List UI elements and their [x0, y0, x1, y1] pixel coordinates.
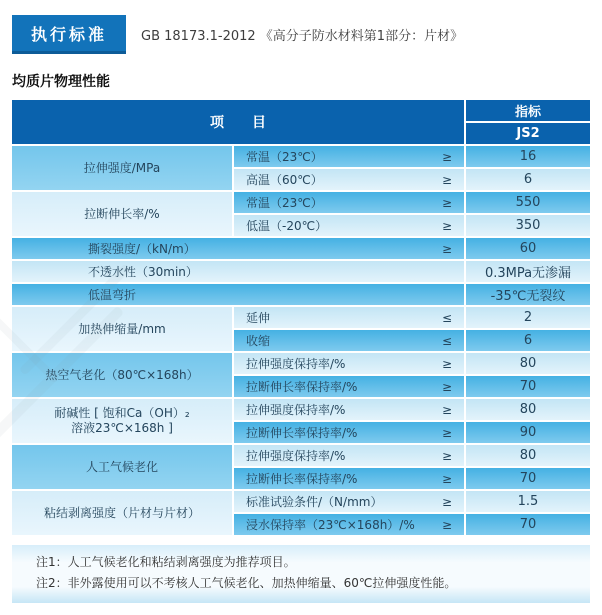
- item-label: 不透水性（30min）: [88, 265, 198, 279]
- header-item-cell: 项 目: [12, 100, 464, 144]
- header-index-cell: [466, 100, 590, 144]
- group-label: 拉伸强度/MPa: [83, 160, 161, 175]
- value-cell: 0.3MPa无渗漏: [466, 261, 590, 282]
- group-label: 耐碱性 [ 饱和Ca（OH）₂: [54, 406, 190, 420]
- group-label-line2: 溶液23℃×168h ]: [71, 421, 173, 435]
- comparator: ≥: [441, 241, 452, 256]
- sub-item-label: 标准试验条件/（N/mm）: [246, 495, 383, 509]
- sub-item-label: 收缩: [246, 334, 271, 348]
- comparator: ≤: [441, 333, 452, 348]
- comparator: ≥: [441, 195, 452, 210]
- value-cell: -35℃无裂纹: [466, 284, 590, 305]
- comparator: ≥: [441, 402, 452, 417]
- group-label: 粘结剥离强度（片材与片材）: [43, 505, 200, 520]
- comparator: ≥: [441, 471, 452, 486]
- group-cell: [12, 307, 232, 351]
- comparator: ≥: [441, 379, 452, 394]
- sub-item-cell: [234, 169, 464, 190]
- sub-item-cell: [234, 422, 464, 443]
- group-cell: [12, 491, 232, 535]
- standard-number: GB 18173.1-2012 《高分子防水材料第1部分：片材》: [141, 29, 464, 44]
- comparator: ≥: [441, 494, 452, 509]
- comparator: ≥: [441, 172, 452, 187]
- value-cell: 70: [466, 514, 590, 535]
- sub-item-label: 拉断伸长率保持率/%: [246, 426, 358, 440]
- comparator: ≥: [441, 425, 452, 440]
- sub-item-label: 延伸: [246, 311, 271, 325]
- sub-item-cell: [234, 491, 464, 512]
- sub-item-label: 常温（23℃）: [246, 150, 323, 164]
- comparator: ≥: [441, 218, 452, 233]
- group-cell: [12, 353, 232, 397]
- sub-item-cell: [234, 468, 464, 489]
- merged-item-cell: [12, 284, 464, 305]
- value-cell: 550: [466, 192, 590, 213]
- value-cell: 16: [466, 146, 590, 167]
- section-title: 均质片物理性能: [12, 74, 110, 90]
- group-label: 热空气老化（80℃×168h）: [45, 367, 199, 382]
- value-cell: 60: [466, 238, 590, 259]
- footnote-2: 注2：非外露使用可以不考核人工气候老化、加热伸缩量、60℃拉伸强度性能。: [36, 576, 457, 590]
- header-grade-label: JS2: [466, 123, 590, 144]
- group-cell: [12, 445, 232, 489]
- sub-item-label: 拉伸强度保持率/%: [246, 403, 346, 417]
- value-cell: 6: [466, 169, 590, 190]
- group-label: 人工气候老化: [85, 459, 158, 474]
- sub-item-cell: [234, 445, 464, 466]
- group-cell: [12, 192, 232, 236]
- footnote-1: 注1：人工气候老化和粘结剥离强度为推荐项目。: [36, 555, 296, 569]
- sub-item-label: 浸水保持率（23℃×168h）/%: [246, 518, 415, 532]
- value-cell: 70: [466, 468, 590, 489]
- item-label: 低温弯折: [88, 288, 137, 302]
- value-cell: 90: [466, 422, 590, 443]
- comparator: ≥: [441, 448, 452, 463]
- sub-item-cell: [234, 514, 464, 535]
- table-body: [12, 146, 590, 535]
- value-cell: 350: [466, 215, 590, 236]
- standard-badge: 执行标准: [12, 15, 126, 54]
- value-cell: 80: [466, 353, 590, 374]
- footnotes: [12, 545, 590, 603]
- sub-item-cell: [234, 399, 464, 420]
- comparator: ≥: [441, 517, 452, 532]
- value-cell: 80: [466, 445, 590, 466]
- properties-table: [12, 100, 590, 535]
- value-cell: 80: [466, 399, 590, 420]
- value-cell: 70: [466, 376, 590, 397]
- sub-item-label: 常温（23℃）: [246, 196, 323, 210]
- sub-item-cell: [234, 330, 464, 351]
- sub-item-cell: [234, 215, 464, 236]
- group-label: 拉断伸长率/%: [84, 206, 160, 221]
- header-index-label: 指标: [466, 100, 590, 121]
- value-cell: 1.5: [466, 491, 590, 512]
- sub-item-cell: [234, 353, 464, 374]
- table-header: [12, 100, 590, 144]
- sub-item-label: 高温（60℃）: [246, 173, 323, 187]
- item-label: 撕裂强度/（kN/m）: [88, 242, 196, 256]
- sub-item-cell: [234, 146, 464, 167]
- spec-page: [0, 15, 602, 615]
- comparator: ≤: [441, 310, 452, 325]
- sub-item-cell: [234, 307, 464, 328]
- sub-item-label: 拉伸强度保持率/%: [246, 357, 346, 371]
- merged-item-cell: [12, 238, 464, 259]
- sub-item-label: 拉断伸长率保持率/%: [246, 380, 358, 394]
- group-label: 加热伸缩量/mm: [78, 321, 166, 336]
- sub-item-label: 拉断伸长率保持率/%: [246, 472, 358, 486]
- sub-item-label: 低温（-20℃）: [246, 219, 328, 233]
- sub-item-cell: [234, 376, 464, 397]
- value-cell: 2: [466, 307, 590, 328]
- comparator: ≥: [441, 149, 452, 164]
- comparator: ≥: [441, 356, 452, 371]
- merged-item-cell: [12, 261, 464, 282]
- value-cell: 6: [466, 330, 590, 351]
- group-cell: [12, 146, 232, 190]
- sub-item-cell: [234, 192, 464, 213]
- group-cell: [12, 399, 232, 443]
- standard-header: [12, 15, 590, 54]
- sub-item-label: 拉伸强度保持率/%: [246, 449, 346, 463]
